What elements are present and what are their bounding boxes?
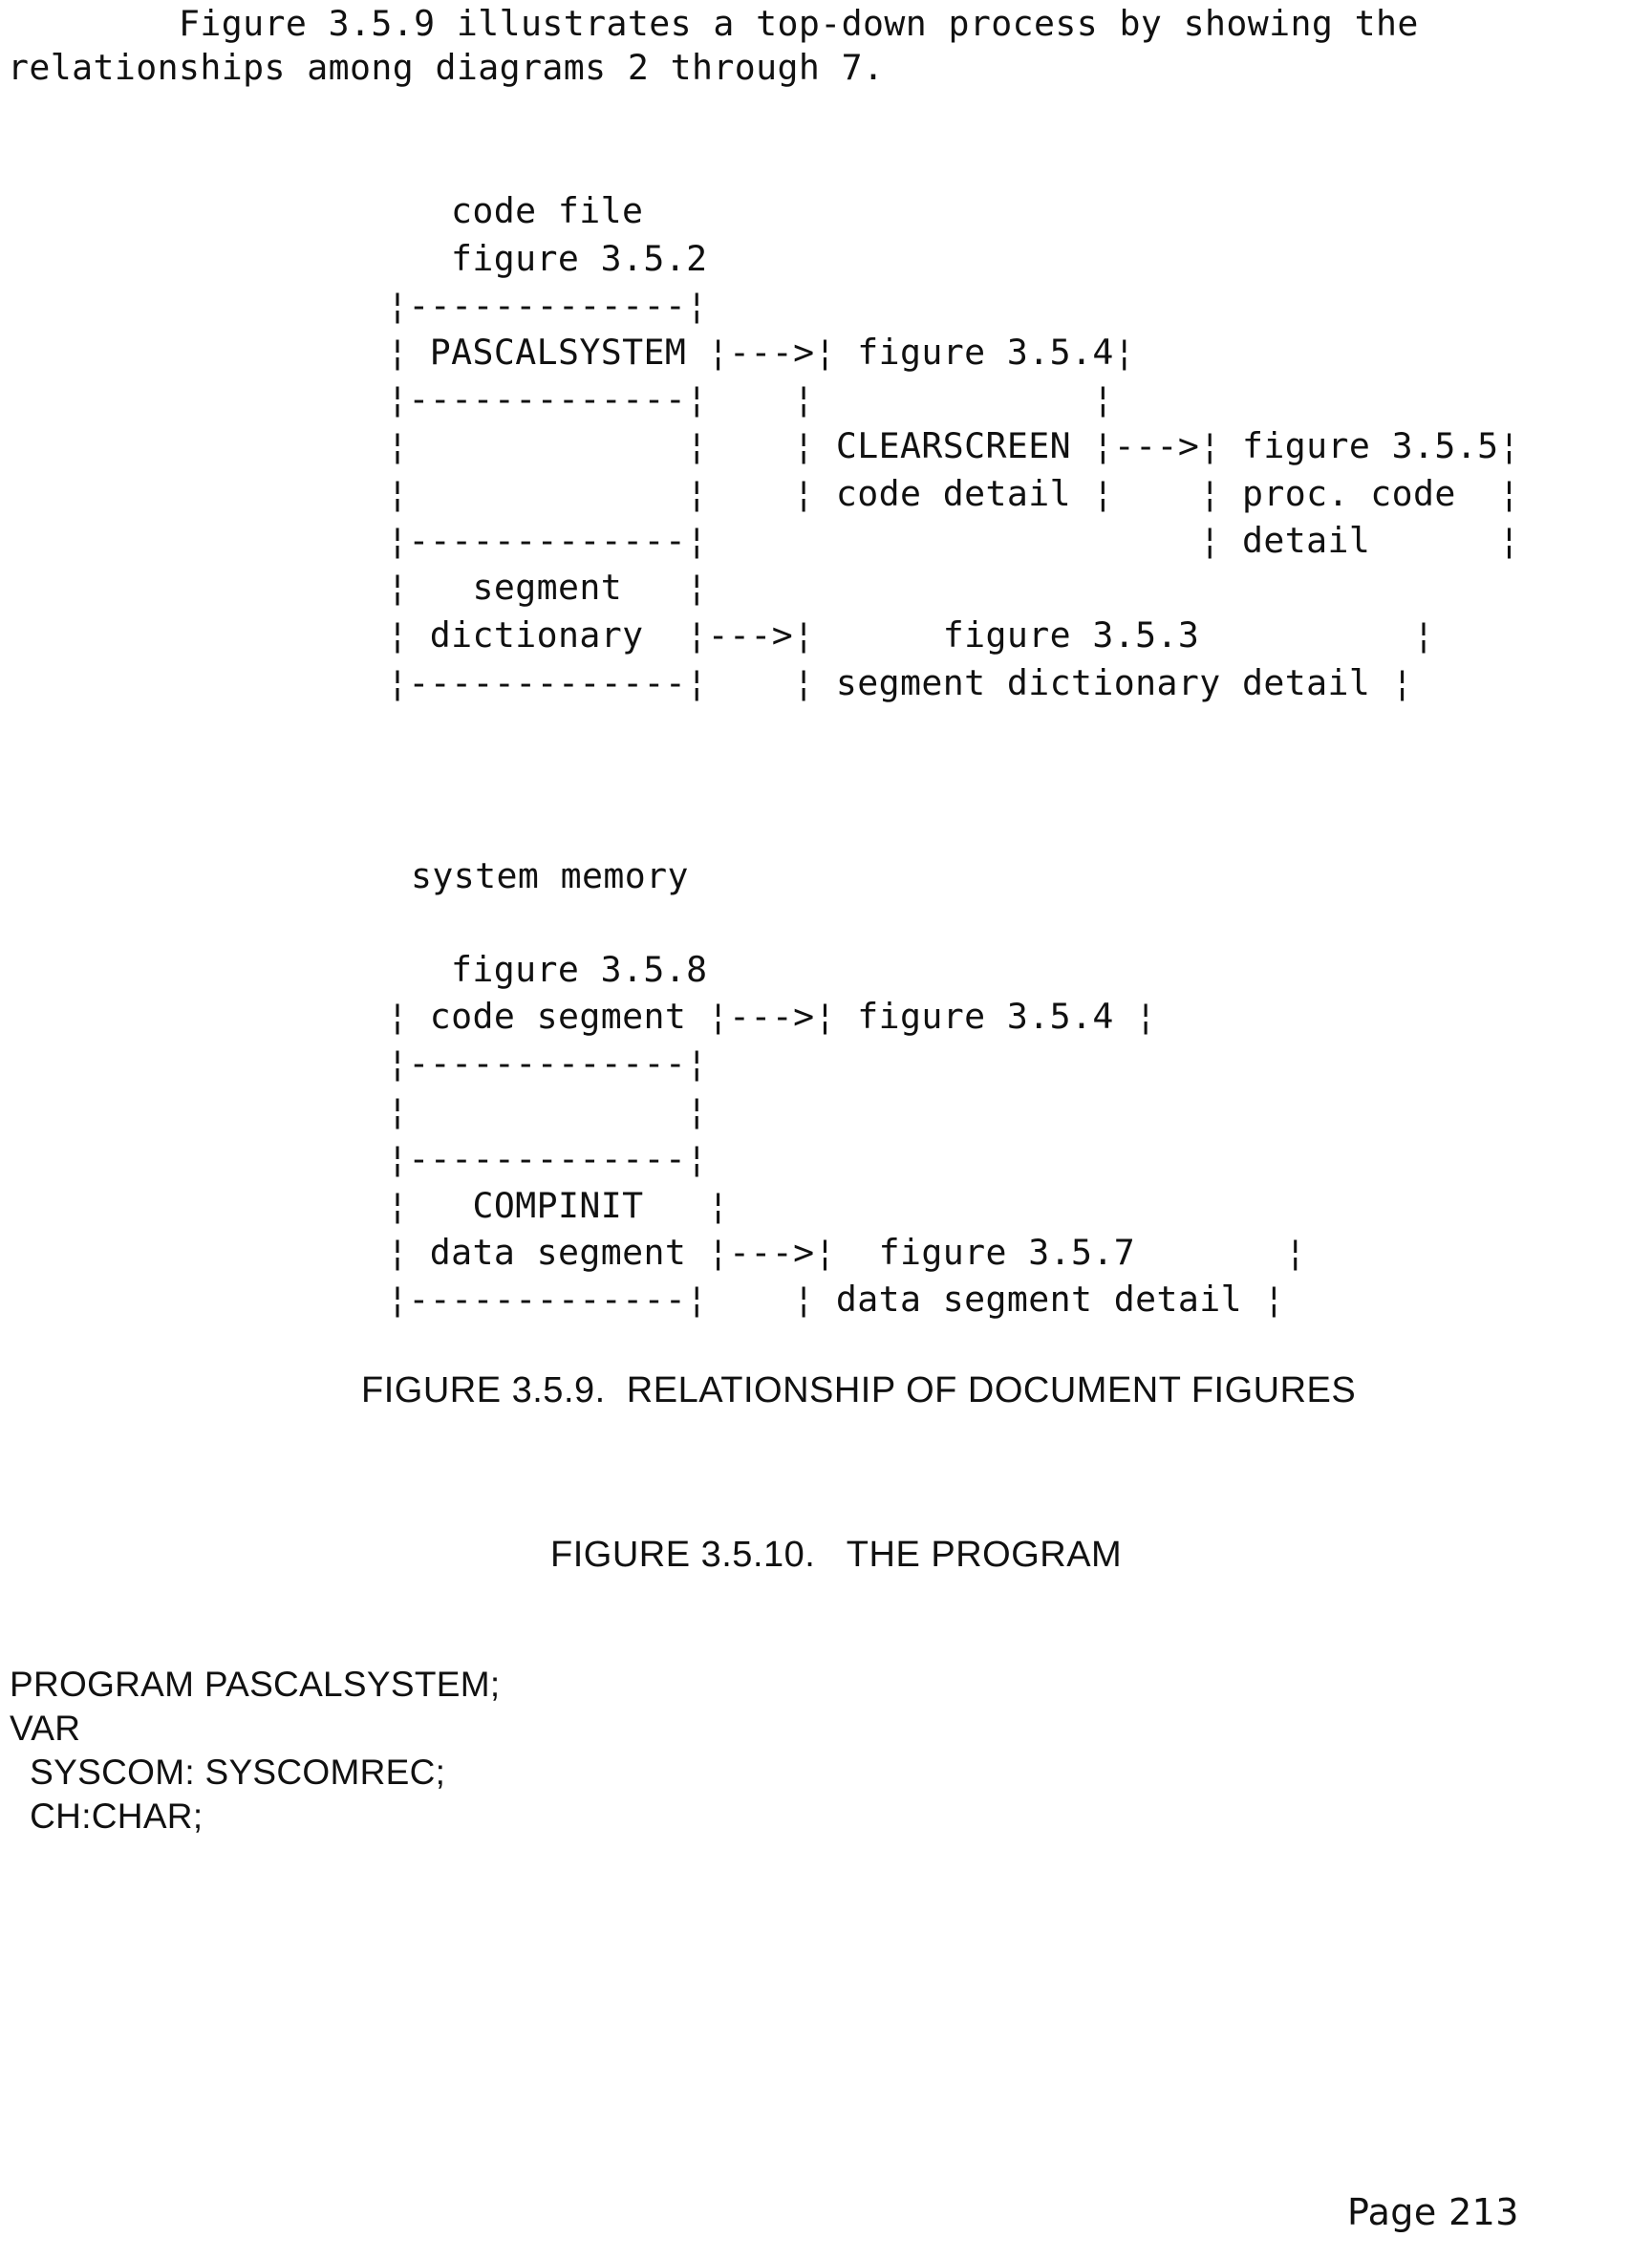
code-line: PROGRAM PASCALSYSTEM;: [10, 1665, 501, 1704]
diagram-line: ¦ segment ¦: [387, 567, 708, 608]
diagram-line: ¦ PASCALSYSTEM ¦--->¦ figure 3.5.4¦: [387, 332, 1136, 373]
diagram-line: figure 3.5.2: [451, 238, 708, 279]
diagram-line: ¦ data segment ¦--->¦ figure 3.5.7 ¦: [387, 1232, 1307, 1273]
code-line: CH:CHAR;: [10, 1796, 204, 1836]
diagram-line: ¦ ¦: [387, 1090, 708, 1131]
code-line: SYSCOM: SYSCOMREC;: [10, 1753, 446, 1792]
intro-line-2: relationships among diagrams 2 through 7.: [8, 47, 885, 88]
intro-line-1: Figure 3.5.9 illustrates a top-down process by showing the: [8, 3, 1419, 44]
diagram-line: ¦ ¦ ¦ CLEARSCREEN ¦--->¦ figure 3.5.5¦: [387, 425, 1520, 466]
diagram-line: ¦ code segment ¦--->¦ figure 3.5.4 ¦: [387, 996, 1157, 1037]
diagram-line: ¦-------------¦ ¦ data segment detail ¦: [387, 1279, 1285, 1320]
diagram-line: figure 3.5.8: [451, 949, 708, 990]
page-number: Page 213: [1347, 2191, 1519, 2233]
code-line: VAR: [10, 1709, 81, 1748]
diagram-line: ¦-------------¦ ¦ detail ¦: [387, 520, 1520, 561]
diagram-line: ¦-------------¦: [387, 285, 708, 326]
diagram-line: ¦-------------¦: [387, 1043, 708, 1084]
diagram-line: ¦-------------¦: [387, 1138, 708, 1179]
figure-caption: FIGURE 3.5.9. RELATIONSHIP OF DOCUMENT FIGURES: [361, 1370, 1357, 1410]
program-figure-title: FIGURE 3.5.10. THE PROGRAM: [550, 1535, 1123, 1575]
diagram-line: ¦ COMPINIT ¦: [387, 1185, 729, 1226]
diagram-label: system memory: [411, 855, 689, 896]
diagram-line: ¦ ¦ ¦ code detail ¦ ¦ proc. code ¦: [387, 473, 1520, 514]
diagram-line: ¦-------------¦ ¦ segment dictionary detail ¦: [387, 662, 1413, 703]
diagram-label: code file: [451, 190, 644, 231]
diagram-line: ¦-------------¦ ¦ ¦: [387, 378, 1114, 420]
diagram-line: ¦ dictionary ¦--->¦ figure 3.5.3 ¦: [387, 614, 1435, 656]
